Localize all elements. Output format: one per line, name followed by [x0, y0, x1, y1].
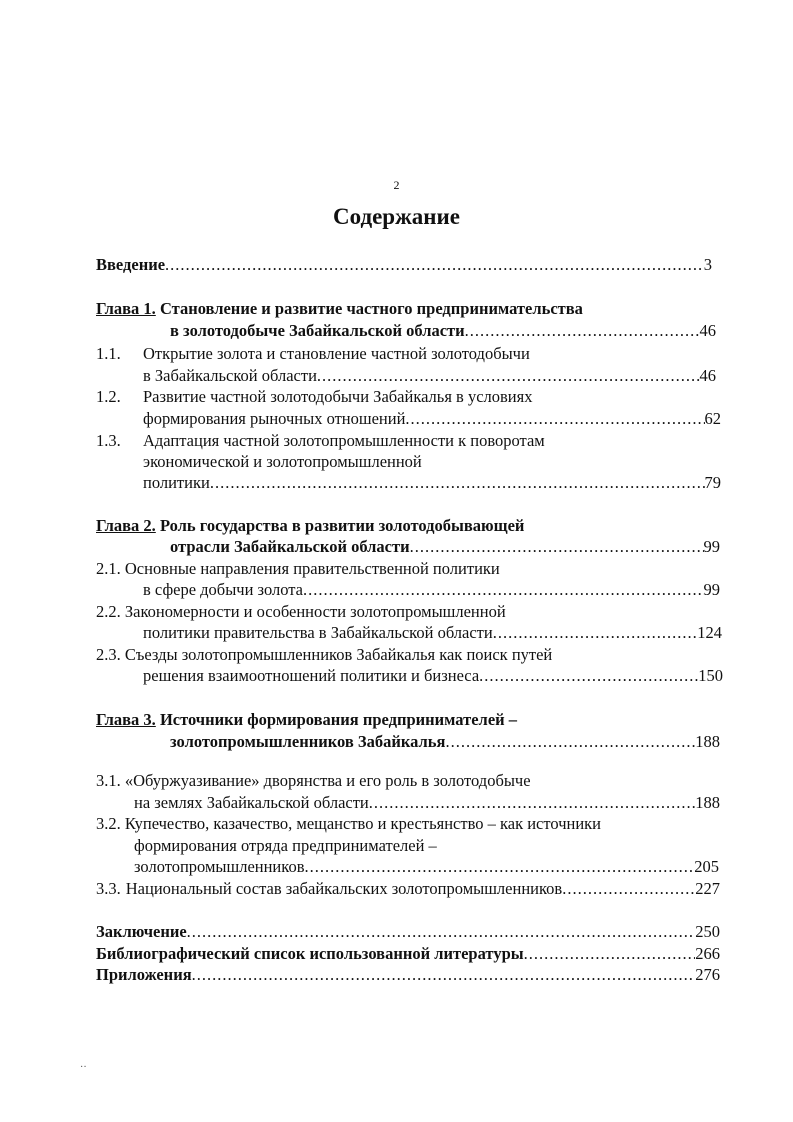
toc-section	[96, 770, 716, 792]
chapter-1-heading	[96, 298, 712, 320]
toc-label: Заключение	[96, 922, 187, 941]
dot-leader	[369, 792, 695, 814]
toc-section-entry	[143, 365, 716, 387]
section-title-cont: формирования рыночных отношений	[143, 409, 406, 428]
toc-page: 150	[698, 666, 723, 685]
section-title: Открытие золота и становление частной золотодобычи	[143, 344, 530, 363]
section-title: Развитие частной золотодобычи Забайкалья в условиях	[143, 387, 533, 406]
chapter-title: Становление и развитие частного предпринимательства	[159, 299, 583, 318]
page-number: 2	[393, 178, 400, 192]
dot-leader	[317, 365, 700, 387]
section-number: 2.3.	[96, 645, 121, 664]
dot-leader	[405, 408, 704, 430]
section-title: Адаптация частной золотопромышленности к поворотам	[143, 431, 545, 450]
toc-page: 188	[695, 732, 720, 751]
toc-entry-appendix	[96, 964, 720, 986]
section-number: 1.3.	[96, 431, 121, 450]
toc-section-entry	[134, 856, 719, 878]
section-title: Купечество, казачество, мещанство и крестьянство – как источники	[124, 814, 602, 833]
chapter-label: Глава 3.	[96, 710, 156, 729]
section-title-cont: политики	[143, 473, 210, 492]
chapter-title-cont: золотопромышленников Забайкалья	[170, 732, 446, 751]
toc-section-entry	[143, 665, 723, 687]
dot-leader	[479, 665, 698, 687]
chapter-title-cont: отрасли Забайкальской области	[170, 537, 410, 556]
toc-section-entry	[143, 579, 720, 601]
toc-page: 46	[699, 321, 716, 340]
toc-section-entry	[143, 408, 721, 430]
section-number: 3.3.	[96, 879, 121, 898]
toc-page: 99	[703, 537, 720, 556]
toc-page: 3	[703, 255, 712, 274]
section-title-cont: решения взаимоотношений политики и бизнеса	[143, 666, 480, 685]
toc-section-entry	[96, 878, 720, 900]
toc-section-entry	[143, 622, 722, 644]
toc-section-entry	[143, 472, 721, 494]
toc-page: 124	[697, 623, 722, 642]
toc-page: 46	[699, 366, 716, 385]
section-title-cont: в Забайкальской области	[143, 366, 317, 385]
toc-section	[96, 386, 696, 408]
section-title: Основные направления правительственной политики	[124, 559, 500, 578]
dot-leader	[192, 964, 696, 986]
dot-leader	[562, 878, 695, 900]
chapter-1-entry	[170, 320, 716, 342]
section-number: 1.1.	[96, 344, 121, 363]
toc-page: 62	[704, 409, 721, 428]
toc-page: 266	[695, 944, 720, 963]
scan-speck: ··	[80, 1062, 87, 1073]
toc-section-entry	[134, 792, 720, 814]
chapter-3-heading	[96, 709, 712, 731]
toc-page: 250	[695, 922, 720, 941]
dot-leader	[165, 254, 704, 276]
chapter-title-cont: в золотодобыче Забайкальской области	[170, 321, 465, 340]
section-number: 2.1.	[96, 559, 121, 578]
chapter-label: Глава 1.	[96, 299, 156, 318]
section-title: Съезды золотопромышленников Забайкалья как поиск путей	[124, 645, 553, 664]
toc-section	[96, 430, 696, 452]
section-title-cont: золотопромышленников	[134, 857, 305, 876]
section-number: 1.2.	[96, 387, 121, 406]
toc-section	[96, 343, 696, 365]
toc-label: Библиографический список использованной литературы	[96, 944, 524, 963]
section-number: 3.1.	[96, 771, 121, 790]
chapter-label: Глава 2.	[96, 516, 156, 535]
section-title: Национальный состав забайкальских золотопромышленников	[125, 879, 563, 898]
toc-section	[96, 601, 696, 623]
dot-leader	[493, 622, 698, 644]
dot-leader	[187, 921, 696, 943]
toc-entry-conclusion	[96, 921, 720, 943]
toc-page: 276	[695, 965, 720, 984]
dot-leader	[445, 731, 695, 753]
toc-page: 188	[695, 793, 720, 812]
dot-leader	[410, 536, 704, 558]
dot-leader	[210, 472, 705, 494]
toc-section	[96, 644, 716, 666]
toc-section	[96, 558, 696, 580]
chapter-2-entry	[170, 536, 720, 558]
section-title: Закономерности и особенности золотопромышленной	[124, 602, 506, 621]
toc-page: 79	[704, 473, 721, 492]
section-title-cont: политики правительства в Забайкальской области	[143, 623, 493, 642]
dot-leader	[304, 856, 694, 878]
toc-page: 99	[703, 580, 720, 599]
dot-leader	[524, 943, 696, 965]
toc-entry-bibliography	[96, 943, 720, 965]
toc-label: Приложения	[96, 965, 192, 984]
section-title-cont: формирования отряда предпринимателей –	[134, 836, 437, 855]
toc-entry-intro	[96, 254, 712, 276]
toc-label: Введение	[96, 255, 166, 274]
section-title-cont: на землях Забайкальской области	[134, 793, 369, 812]
toc-section-line	[134, 835, 714, 857]
section-number: 3.2.	[96, 814, 121, 833]
section-number: 2.2.	[96, 602, 121, 621]
chapter-2-heading	[96, 515, 712, 537]
page-title: Содержание	[333, 204, 460, 229]
chapter-title: Роль государства в развитии золотодобывающей	[159, 516, 525, 535]
section-title-cont: экономической и золотопромышленной	[143, 452, 422, 471]
toc-page: 227	[695, 879, 720, 898]
dot-leader	[465, 320, 700, 342]
toc-section	[96, 813, 716, 835]
chapter-title: Источники формирования предпринимателей –	[159, 710, 518, 729]
dot-leader	[303, 579, 704, 601]
toc-section-line	[143, 451, 703, 473]
section-title: «Обуржуазивание» дворянства и его роль в золотодобыче	[124, 771, 531, 790]
section-title-cont: в сфере добычи золота	[143, 580, 303, 599]
toc-page: 205	[694, 857, 719, 876]
chapter-3-entry	[170, 731, 720, 753]
